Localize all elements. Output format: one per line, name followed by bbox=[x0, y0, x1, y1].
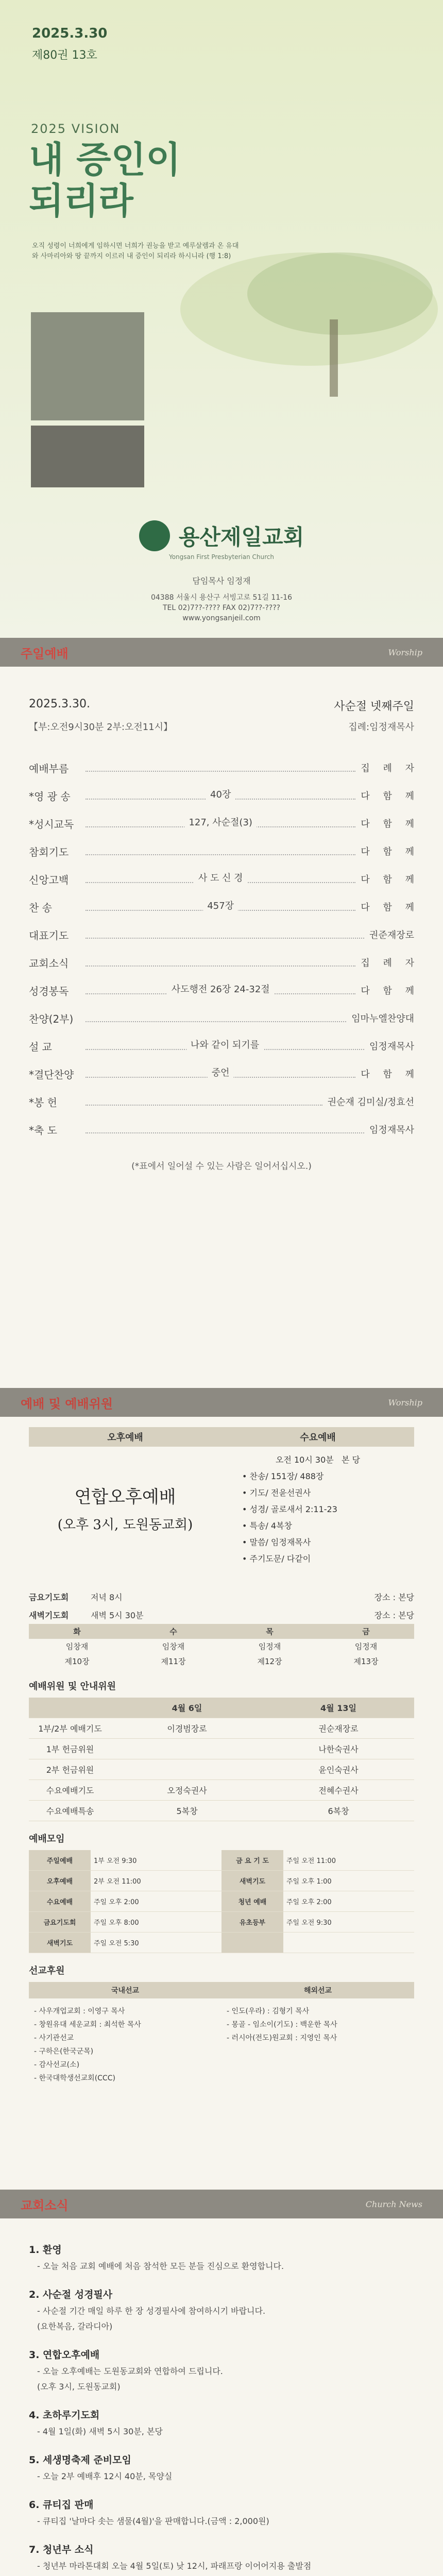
meet-cell: 주일 오후 8:00 bbox=[91, 1912, 222, 1933]
news-item-title: 5. 세생명축제 준비모임 bbox=[29, 2454, 131, 2466]
order-row-leader-line bbox=[86, 958, 355, 967]
dawn-time: 새벽 5시 30분 bbox=[91, 1611, 144, 1620]
order-row bbox=[29, 1088, 414, 1115]
meetings-banner bbox=[0, 1388, 443, 1417]
pm-worship-title: 연합오후예배 bbox=[74, 1487, 176, 1507]
order-row bbox=[29, 754, 419, 782]
order-row-label: 찬양(2부) bbox=[29, 1012, 74, 1025]
order-row-leader-line bbox=[86, 1097, 322, 1106]
news-item-text: - 오늘 2부 예배후 12시 40분, 목양실 bbox=[37, 2471, 173, 2481]
dawn-week: 제12장 bbox=[257, 1657, 282, 1666]
offer-title: 예배위원 및 안내위원 bbox=[29, 1681, 116, 1692]
order-row-detail: 사도행전 26장 24-32절 bbox=[167, 982, 274, 995]
order-row-detail: 중언 bbox=[208, 1065, 234, 1079]
meet-cell: 주일 오전 11:00 bbox=[283, 1850, 414, 1871]
offer-cell: 이경범장로 bbox=[111, 1718, 263, 1739]
cover bbox=[0, 0, 443, 638]
offer-cell bbox=[111, 1759, 263, 1780]
order-row-person: 다 함 께 bbox=[361, 874, 419, 885]
mission-domestic-item: - 한국대학생선교회(CCC) bbox=[34, 2074, 115, 2082]
offer-cell: 6복창 bbox=[263, 1801, 414, 1821]
order-row-label: 대표기도 bbox=[29, 929, 69, 942]
dawn-weekday: 화 bbox=[29, 1624, 125, 1639]
order-row-label: *결단찬양 bbox=[29, 1068, 74, 1081]
order-row-label: *봉 헌 bbox=[29, 1096, 57, 1109]
meet-cell: 주일예배 bbox=[29, 1850, 91, 1871]
order-banner-en: Worship bbox=[388, 647, 422, 657]
order-row-label: 교회소식 bbox=[29, 957, 69, 970]
offer-cell: 5복창 bbox=[111, 1801, 263, 1821]
meet-cell: 오후예배 bbox=[29, 1871, 91, 1891]
order-row-leader-line bbox=[86, 764, 355, 772]
church-name-en: Yongsan First Presbyterian Church bbox=[168, 553, 275, 561]
mission-domestic-list bbox=[29, 1998, 222, 2091]
meet-cell: 청년 예배 bbox=[222, 1891, 283, 1912]
meet-cell bbox=[283, 1933, 414, 1953]
offer-table bbox=[29, 1698, 414, 1821]
order-row bbox=[29, 1032, 414, 1060]
meet-cell: 금 요 기 도 bbox=[222, 1850, 283, 1871]
dawn-weekday: 금 bbox=[318, 1624, 414, 1639]
mission-overseas-item: - 몽골 - 임소이(기도) : 백운한 목사 bbox=[227, 2021, 337, 2029]
meet-cell: 새벽기도 bbox=[222, 1871, 283, 1891]
church-phone: TEL 02)7??-???? FAX 02)7??-???? bbox=[162, 604, 281, 612]
offer-cell: 2부 헌금위원 bbox=[29, 1759, 111, 1780]
dawn-weekday: 수 bbox=[125, 1624, 222, 1639]
order-row-label: 성경봉독 bbox=[29, 985, 69, 997]
order-banner-title: 주일예배 bbox=[21, 646, 69, 661]
dawn-week: 제11장 bbox=[161, 1657, 186, 1666]
order-time: 【부:오전9시30분 2부:오전11시】 bbox=[29, 722, 173, 733]
news-banner-en: Church News bbox=[365, 2199, 422, 2209]
dawn-leader: 임정재 bbox=[258, 1642, 281, 1651]
news-item-title: 3. 연합오후예배 bbox=[29, 2349, 100, 2361]
wed-worship-head: 수요예배 bbox=[222, 1427, 414, 1447]
meetings-banner-en: Worship bbox=[388, 1397, 422, 1408]
offer-cell: 오정숙권사 bbox=[111, 1780, 263, 1801]
cover-verse: 오직 성령이 너희에게 임하시면 너희가 권능을 받고 예루살렘과 온 유대와 사마리아와 땅 끝까지 이르러 내 증인이 되리라 하시니라 (행 1:8) bbox=[32, 242, 239, 260]
meet-table bbox=[29, 1850, 414, 1953]
meet-cell: 1부 오전 9:30 bbox=[91, 1850, 222, 1871]
wed-line: • 찬송/ 151장/ 488장 bbox=[242, 1471, 324, 1481]
order-title: 사순절 넷째주일 bbox=[334, 700, 414, 713]
dawn-week: 제13장 bbox=[353, 1657, 379, 1666]
meet-cell: 주일 오전 5:30 bbox=[91, 1933, 222, 1953]
mission-overseas-item: - 러시아(전도)원교회 : 지영인 목사 bbox=[227, 2034, 337, 2042]
dawn-weekday: 목 bbox=[222, 1624, 318, 1639]
news-item-title: 1. 환영 bbox=[29, 2244, 62, 2256]
order-row-label: 예배부름 bbox=[29, 762, 69, 775]
pm-worship-head: 오후예배 bbox=[29, 1427, 222, 1447]
dawn-leader: 임창재 bbox=[162, 1642, 185, 1651]
news-item-title: 7. 청년부 소식 bbox=[29, 2544, 94, 2555]
cover-title-line2: 되리라 bbox=[29, 180, 133, 222]
order-row-detail: 457장 bbox=[203, 899, 238, 912]
order-row bbox=[29, 1115, 414, 1143]
order-row-person: 권순재 김미실/정효선 bbox=[327, 1097, 414, 1108]
wed-time: 오전 10시 30분 bbox=[276, 1455, 334, 1465]
order-row-leader-line bbox=[86, 930, 364, 939]
dawn-place: 장소 : 본당 bbox=[374, 1611, 414, 1620]
order-row-label: *영 광 송 bbox=[29, 790, 71, 803]
dawn-schedule bbox=[29, 1624, 414, 1669]
order-row-label: 참회기도 bbox=[29, 845, 69, 858]
church-website[interactable]: www.yongsanjeil.com bbox=[182, 614, 261, 622]
offer-cell: 1부/2부 예배기도 bbox=[29, 1718, 111, 1739]
mission-domestic-item: - 감사선교(소) bbox=[34, 2061, 80, 2069]
dawn-label: 새벽기도회 bbox=[29, 1611, 69, 1620]
order-list bbox=[29, 754, 419, 1143]
offer-cell bbox=[111, 1739, 263, 1759]
cover-issue: 제80권 13호 bbox=[32, 49, 97, 62]
order-row-person: 다 함 께 bbox=[361, 1069, 419, 1080]
wed-line: • 기도/ 전윤선권사 bbox=[242, 1488, 311, 1498]
news-item-text: - 사순절 기간 매일 하루 한 장 성경필사에 참여하시기 바랍니다. bbox=[37, 2306, 266, 2316]
order-row-person: 집 례 자 bbox=[361, 958, 419, 969]
church-building-photo bbox=[31, 312, 144, 420]
order-leader: 집례:임정재목사 bbox=[348, 722, 414, 733]
order-row bbox=[29, 921, 414, 948]
order-row bbox=[29, 837, 419, 865]
order-row-leader-line bbox=[86, 819, 355, 827]
order-row bbox=[29, 782, 419, 809]
offer-cell: 전혜수권사 bbox=[263, 1780, 414, 1801]
news-item-text: - 청년부 마라톤대회 오늘 4월 5일(토) 낮 12시, 파래프랑 이어어지용 출발점 bbox=[37, 2561, 312, 2571]
mission-domestic-item: - 구하은(한국군목) bbox=[34, 2047, 94, 2056]
meet-cell: 주일 오후 2:00 bbox=[91, 1891, 222, 1912]
offer-cell: 권순재장로 bbox=[263, 1718, 414, 1739]
church-name: 용산제일교회 bbox=[178, 524, 304, 550]
wed-line: • 성경/ 골로새서 2:11-23 bbox=[242, 1504, 337, 1514]
order-row bbox=[29, 1060, 419, 1088]
mission-domestic-item: - 사기관선교 bbox=[34, 2034, 74, 2042]
news-item-text: (오후 3시, 도원동교회) bbox=[37, 2382, 121, 2392]
dawn-leader: 임정재 bbox=[354, 1642, 378, 1651]
news-item-title: 6. 큐티집 판매 bbox=[29, 2499, 94, 2511]
wed-line: • 주기도문/ 다같이 bbox=[242, 1554, 311, 1564]
order-row-detail: 사 도 신 경 bbox=[194, 871, 247, 884]
order-row-detail: 나와 같이 되기를 bbox=[186, 1038, 263, 1051]
order-row-label: 신앙고백 bbox=[29, 873, 69, 886]
order-row-detail: 127, 사순절(3) bbox=[184, 815, 256, 828]
order-row-person: 다 함 께 bbox=[361, 986, 419, 996]
order-date: 2025.3.30. bbox=[29, 698, 90, 710]
meet-cell: 주일 오후 1:00 bbox=[283, 1871, 414, 1891]
church-emblem-icon bbox=[139, 520, 170, 551]
offer-cell: 수요예배기도 bbox=[29, 1780, 111, 1801]
congregation-photo bbox=[31, 426, 144, 487]
news-item-text: (요한복음, 갈라디아) bbox=[37, 2321, 113, 2331]
order-section bbox=[0, 667, 443, 1388]
order-row-person: 임정재목사 bbox=[369, 1041, 414, 1052]
wed-lines bbox=[242, 1468, 414, 1567]
mission-overseas-item: - 인도(우라) : 김형기 목사 bbox=[227, 2007, 310, 2015]
order-row bbox=[29, 1004, 414, 1032]
mission-domestic-item: - 창원유대 세운교회 : 최석한 목사 bbox=[34, 2021, 141, 2029]
pastor-name: 담임목사 임정재 bbox=[192, 576, 251, 586]
order-row-detail: 40장 bbox=[206, 787, 235, 801]
order-row-person: 다 함 께 bbox=[361, 819, 419, 829]
order-row-label: *성시교독 bbox=[29, 818, 74, 831]
offer-cell: 수요예배특송 bbox=[29, 1801, 111, 1821]
church-logo bbox=[77, 520, 366, 561]
order-row-person: 다 함 께 bbox=[361, 902, 419, 913]
order-row-person: 집 례 자 bbox=[361, 763, 419, 774]
news-item-text: - 4월 1일(화) 새벽 5시 30분, 본당 bbox=[37, 2427, 163, 2436]
mission-head-overseas: 해외선교 bbox=[222, 1982, 414, 1998]
wed-line: • 특송/ 4복창 bbox=[242, 1521, 293, 1531]
order-row-label: 설 교 bbox=[29, 1040, 52, 1053]
mission-table bbox=[29, 1982, 414, 2091]
order-row-person: 다 함 께 bbox=[361, 791, 419, 802]
news-item-text: - 오늘 오후예배는 도원동교회와 연합하여 드립니다. bbox=[37, 2366, 223, 2376]
news-banner-title: 교회소식 bbox=[21, 2198, 69, 2213]
church-address: 04388 서울시 용산구 서빙고로 51길 11-16 bbox=[150, 594, 293, 602]
order-row-leader-line bbox=[86, 875, 355, 883]
order-row-leader-line bbox=[86, 847, 355, 855]
news-item-title: 4. 초하루기도회 bbox=[29, 2410, 100, 2421]
order-row-person: 권준재장로 bbox=[369, 930, 414, 941]
fri-time: 저녁 8시 bbox=[91, 1592, 123, 1602]
order-row-leader-line bbox=[86, 1042, 364, 1050]
mission-overseas-list bbox=[222, 1998, 414, 2091]
mission-domestic-item: - 사우개업교회 : 이영구 목사 bbox=[34, 2007, 125, 2015]
church-address-block bbox=[0, 592, 443, 623]
order-row-leader-line bbox=[86, 1125, 364, 1133]
order-row bbox=[29, 865, 419, 893]
meet-cell: 주일 오전 9:30 bbox=[283, 1912, 414, 1933]
meet-cell: 수요예배 bbox=[29, 1891, 91, 1912]
news-section bbox=[0, 2218, 443, 2576]
order-row-leader-line bbox=[86, 986, 355, 994]
dawn-week: 제10장 bbox=[64, 1657, 90, 1666]
meet-cell: 새벽기도 bbox=[29, 1933, 91, 1953]
order-row-person: 임정재목사 bbox=[369, 1125, 414, 1136]
order-row bbox=[29, 809, 419, 837]
offer-cell: 나한숙권사 bbox=[263, 1739, 414, 1759]
cover-title bbox=[29, 139, 181, 222]
order-row-leader-line bbox=[86, 903, 355, 911]
wed-place: 본 당 bbox=[341, 1455, 360, 1465]
order-row-person: 다 함 께 bbox=[361, 846, 419, 857]
order-row-leader-line bbox=[86, 1014, 346, 1022]
news-item-title: 2. 사순절 성경필사 bbox=[29, 2289, 113, 2300]
order-row bbox=[29, 948, 419, 976]
cover-title-line1: 내 증인이 bbox=[29, 139, 181, 181]
news-item-text: - 큐티집 '날마다 솟는 샘물(4월)'을 판매합니다.(금액 : 2,000원) bbox=[37, 2516, 269, 2526]
order-banner bbox=[0, 638, 443, 667]
meet-cell: 금요기도회 bbox=[29, 1912, 91, 1933]
cover-vision: 2025 VISION bbox=[31, 122, 121, 136]
meet-cell bbox=[222, 1933, 283, 1953]
news-banner bbox=[0, 2190, 443, 2218]
meet-title: 예배모임 bbox=[29, 1834, 65, 1844]
wed-line: • 말씀/ 임정재목사 bbox=[242, 1537, 311, 1547]
meet-cell: 유초등부 bbox=[222, 1912, 283, 1933]
order-note: (*표에서 일어설 수 있는 사람은 일어서십시오.) bbox=[131, 1161, 312, 1172]
fri-label: 금요기도회 bbox=[29, 1592, 69, 1602]
meetings-section bbox=[0, 1417, 443, 2190]
order-row-leader-line bbox=[86, 791, 355, 800]
offer-head bbox=[29, 1698, 111, 1718]
offer-head: 4월 6일 bbox=[111, 1698, 263, 1718]
order-row bbox=[29, 976, 419, 1004]
meetings-banner-title: 예배 및 예배위원 bbox=[21, 1396, 113, 1411]
order-row-label: *축 도 bbox=[29, 1124, 57, 1137]
meet-cell: 주일 오후 2:00 bbox=[283, 1891, 414, 1912]
order-row-person: 임마누엘찬양대 bbox=[351, 1013, 414, 1024]
order-row-leader-line bbox=[86, 1067, 355, 1078]
fri-place: 장소 : 본당 bbox=[374, 1592, 414, 1602]
news-item-text: - 오늘 처음 교회 예배에 처음 참석한 모든 분들 진심으로 환영합니다. bbox=[37, 2261, 284, 2271]
order-row bbox=[29, 893, 419, 921]
cover-date: 2025.3.30 bbox=[32, 26, 108, 41]
mission-title: 선교후원 bbox=[29, 1965, 65, 1976]
mission-head-domestic: 국내선교 bbox=[29, 1982, 222, 1998]
offer-cell: 윤인숙권사 bbox=[263, 1759, 414, 1780]
pm-worship-sub: (오후 3시, 도원동교회) bbox=[57, 1517, 193, 1533]
meet-cell: 2부 오전 11:00 bbox=[91, 1871, 222, 1891]
offer-head: 4월 13일 bbox=[263, 1698, 414, 1718]
order-row-label: 찬 송 bbox=[29, 901, 52, 914]
dawn-leader: 임창재 bbox=[65, 1642, 89, 1651]
offer-cell: 1부 헌금위원 bbox=[29, 1739, 111, 1759]
